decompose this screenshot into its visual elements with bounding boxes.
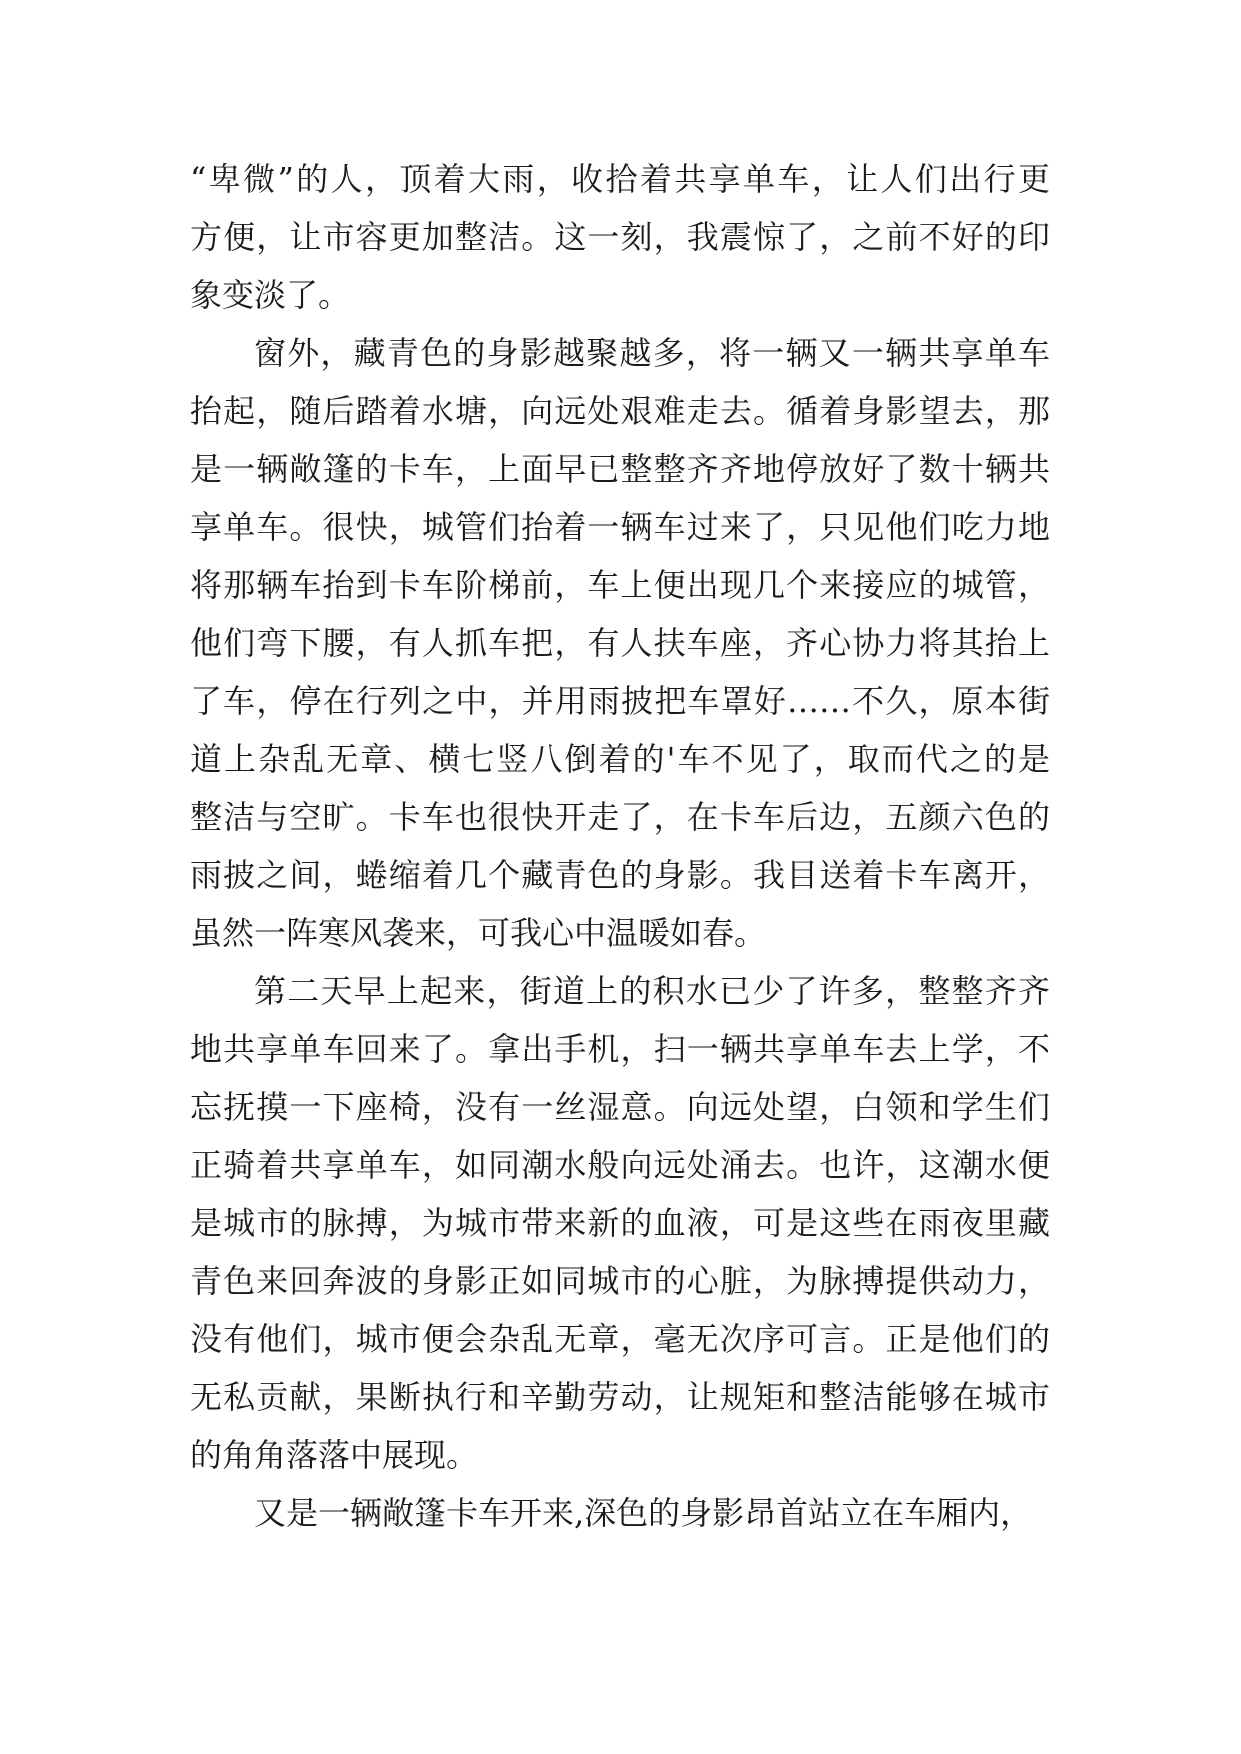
text-line: “卑微”的人，顶着大雨，收拾着共享单车，让人们出行更 [190,160,1050,198]
paragraph [190,324,1050,962]
text-line: 了车，停在行列之中，并用雨披把车罩好……不久，原本街 [190,682,1050,720]
text-line: 又是一辆敞篷卡车开来,深色的身影昂首站立在车厢内， [254,1494,1033,1532]
paragraph [190,1484,1050,1542]
text-line: 第二天早上起来，街道上的积水已少了许多，整整齐齐 [254,972,1050,1010]
text-line: 抬起，随后踏着水塘，向远处艰难走去。循着身影望去，那 [190,392,1050,430]
text-line: 虽然一阵寒风袭来，可我心中温暖如春。 [190,914,767,952]
text-line: 道上杂乱无章、横七竖八倒着的'车不见了，取而代之的是 [190,740,1050,778]
text-line: 雨披之间，蜷缩着几个藏青色的身影。我目送着卡车离开， [190,856,1050,894]
paragraph [190,150,1050,324]
text-line: 象变淡了。 [190,276,351,314]
text-line: 正骑着共享单车，如同潮水般向远处涌去。也许，这潮水便 [190,1146,1050,1184]
text-line: 将那辆车抬到卡车阶梯前，车上便出现几个来接应的城管， [190,566,1050,604]
text-line: 的角角落落中展现。 [190,1436,479,1474]
text-line: 整洁与空旷。卡车也很快开走了，在卡车后边，五颜六色的 [190,798,1050,836]
text-line: 方便，让市容更加整洁。这一刻，我震惊了，之前不好的印 [190,218,1050,256]
text-line: 青色来回奔波的身影正如同城市的心脏，为脉搏提供动力， [190,1262,1050,1300]
text-line: 享单车。很快，城管们抬着一辆车过来了，只见他们吃力地 [190,508,1050,546]
text-line: 窗外，藏青色的身影越聚越多，将一辆又一辆共享单车 [254,334,1050,372]
paragraph [190,962,1050,1484]
text-line: 无私贡献，果断执行和辛勤劳动，让规矩和整洁能够在城市 [190,1378,1050,1416]
body-text [190,150,1050,1542]
text-line: 是一辆敞篷的卡车，上面早已整整齐齐地停放好了数十辆共 [190,450,1050,488]
text-line: 没有他们，城市便会杂乱无章，毫无次序可言。正是他们的 [190,1320,1050,1358]
text-line: 他们弯下腰，有人抓车把，有人扶车座，齐心协力将其抬上 [190,624,1050,662]
text-line: 地共享单车回来了。拿出手机，扫一辆共享单车去上学，不 [190,1030,1050,1068]
text-line: 是城市的脉搏，为城市带来新的血液，可是这些在雨夜里藏 [190,1204,1050,1242]
text-line: 忘抚摸一下座椅，没有一丝湿意。向远处望，白领和学生们 [190,1088,1050,1126]
